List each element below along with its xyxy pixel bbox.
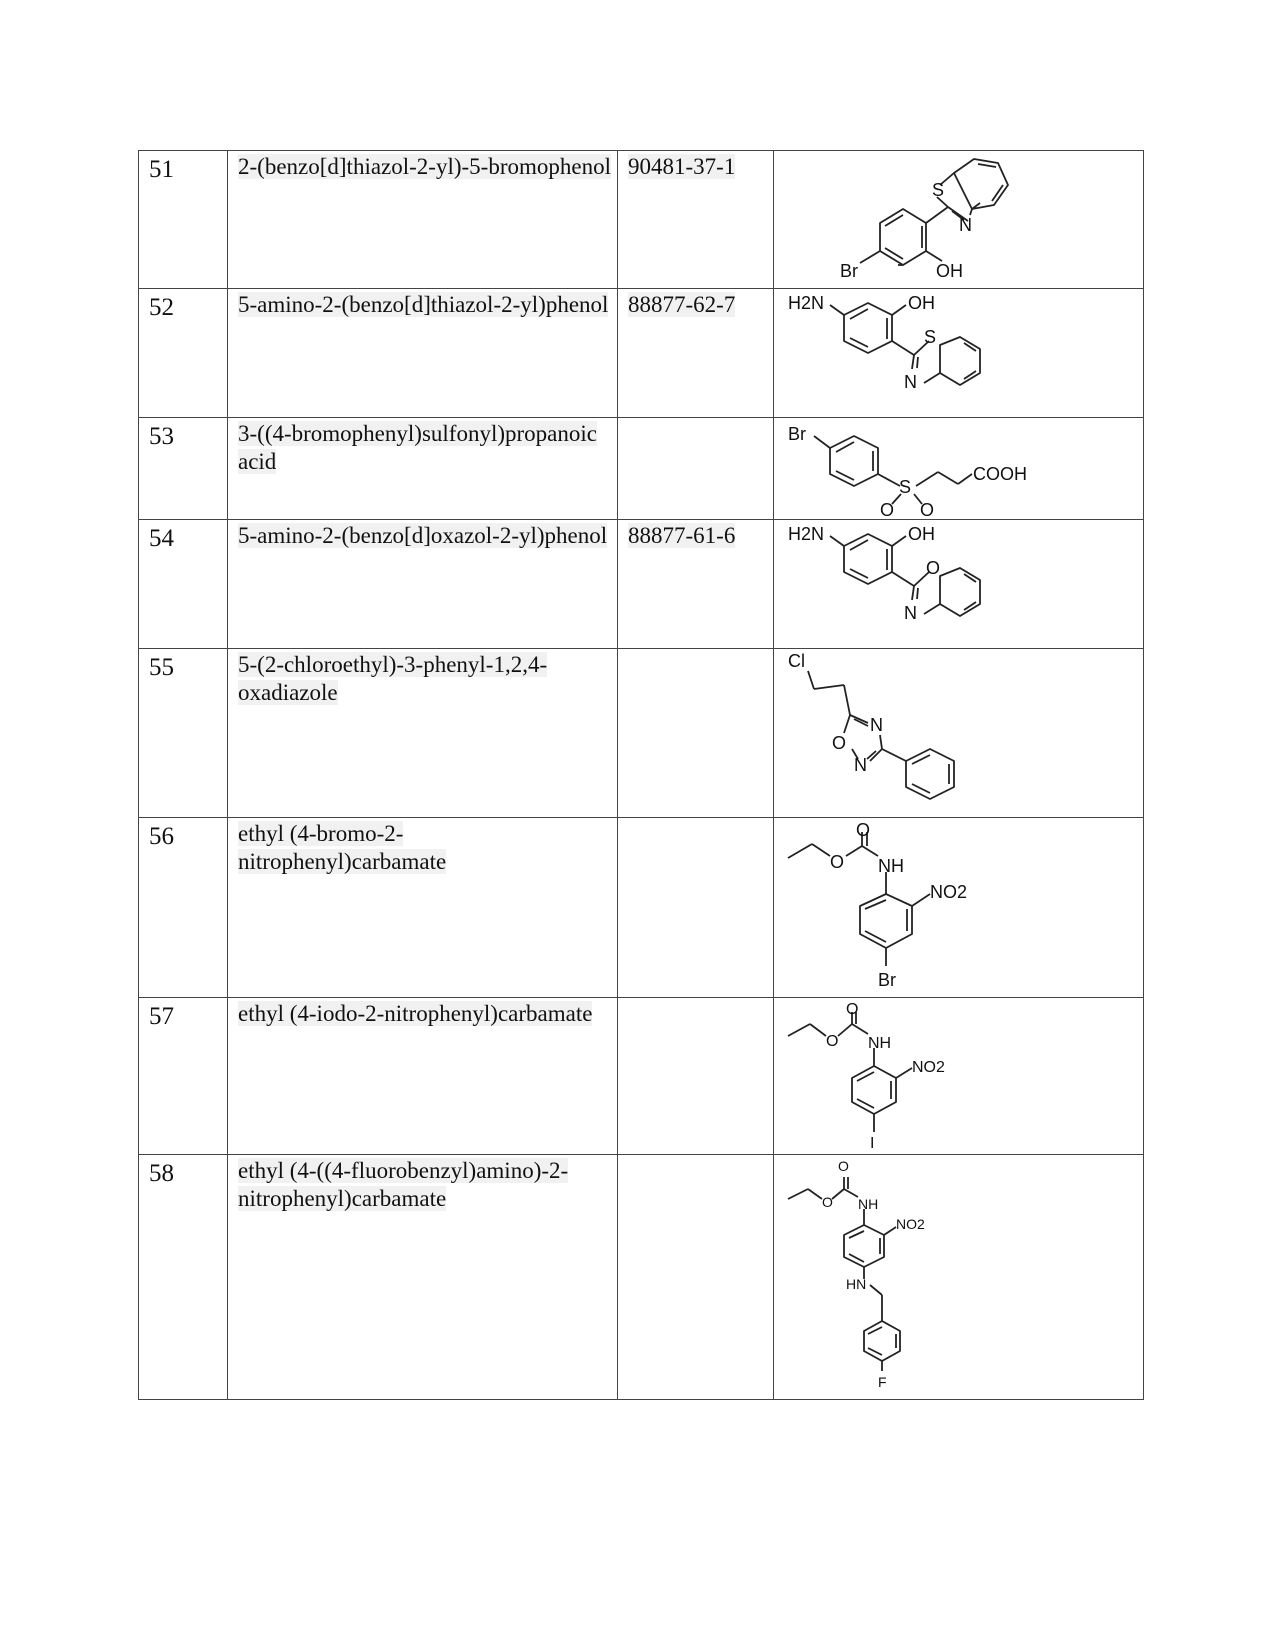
structure-57 xyxy=(774,998,1143,1155)
atom-label: N xyxy=(854,755,867,775)
compound-number: 52 xyxy=(149,294,174,321)
atom-label: Cl xyxy=(788,651,805,671)
compound-number: 55 xyxy=(149,654,174,681)
atom-label: NO2 xyxy=(896,1216,925,1232)
structure-53 xyxy=(774,418,1143,520)
compound-number: 58 xyxy=(149,1160,174,1187)
table-row xyxy=(139,649,1144,818)
atom-label: NH xyxy=(868,1035,892,1052)
atom-label: NO2 xyxy=(930,882,968,902)
atom-label: I xyxy=(870,1135,875,1152)
compound-number: 56 xyxy=(149,823,174,850)
structure-56 xyxy=(774,818,1143,998)
compound-number: 54 xyxy=(149,525,174,552)
atom-label: OH xyxy=(936,261,963,281)
atom-label: NO2 xyxy=(912,1059,945,1076)
atom-label: OH xyxy=(908,524,935,544)
compound-name: 5-amino-2-(benzo[d]oxazol-2-yl)phenol xyxy=(238,523,608,548)
table-row xyxy=(139,520,1144,649)
atom-label: F xyxy=(878,1374,887,1390)
structure-55 xyxy=(774,649,1143,818)
atom-label: OH xyxy=(908,293,935,313)
structure-52 xyxy=(774,289,1143,418)
structure-54 xyxy=(774,520,1143,649)
table-row xyxy=(139,818,1144,998)
atom-label: HN xyxy=(846,1276,867,1292)
compound-name: 2-(benzo[d]thiazol-2-yl)-5-bromophenol xyxy=(238,154,611,179)
atom-label: S xyxy=(924,327,937,347)
compound-name: 5-(2-chloroethyl)-3-phenyl-1,2,4-oxadiazole xyxy=(238,652,548,705)
atom-label: Br xyxy=(840,261,858,281)
compound-number: 57 xyxy=(149,1003,174,1030)
atom-label: COOH xyxy=(973,464,1027,484)
compound-table xyxy=(138,150,1144,1400)
cas-number: 90481-37-1 xyxy=(628,154,736,179)
compound-name: ethyl (4-((4-fluorobenzyl)amino)-2-nitrophenyl)carbamate xyxy=(238,1158,569,1211)
atom-label: N xyxy=(870,715,883,735)
atom-label: N xyxy=(904,372,917,392)
atom-label: O xyxy=(822,1194,833,1210)
atom-label: O xyxy=(856,820,871,840)
cas-number: 88877-61-6 xyxy=(628,523,736,548)
compound-name: 3-((4-bromophenyl)sulfonyl)propanoic acid xyxy=(238,421,597,474)
atom-label: O xyxy=(920,500,935,520)
table-row xyxy=(139,418,1144,520)
compound-name: ethyl (4-bromo-2-nitrophenyl)carbamate xyxy=(238,821,447,874)
compound-number: 53 xyxy=(149,423,174,450)
atom-label: H2N xyxy=(788,524,825,544)
table-row xyxy=(139,998,1144,1155)
atom-label: NH xyxy=(858,1196,879,1212)
atom-label: H2N xyxy=(788,293,825,313)
atom-label: O xyxy=(832,733,847,753)
table-row xyxy=(139,289,1144,418)
atom-label: O xyxy=(838,1158,849,1174)
atom-label: O xyxy=(880,500,895,520)
compound-name: ethyl (4-iodo-2-nitrophenyl)carbamate xyxy=(238,1001,593,1026)
atom-label: O xyxy=(826,1033,839,1050)
table-row xyxy=(139,151,1144,289)
atom-label: S xyxy=(932,180,945,200)
atom-label: NH xyxy=(878,856,904,876)
compound-name: 5-amino-2-(benzo[d]thiazol-2-yl)phenol xyxy=(238,292,609,317)
atom-label: O xyxy=(846,1001,859,1018)
atom-label: N xyxy=(959,215,972,235)
cas-number: 88877-62-7 xyxy=(628,292,736,317)
structure-58 xyxy=(774,1155,1143,1400)
atom-label: Br xyxy=(878,970,896,990)
atom-label: S xyxy=(899,477,912,497)
atom-label: Br xyxy=(788,424,806,444)
table-row xyxy=(139,1155,1144,1400)
atom-label: O xyxy=(830,852,845,872)
structure-51 xyxy=(774,151,1143,289)
atom-label: O xyxy=(926,558,941,578)
atom-label: N xyxy=(904,603,917,623)
compound-number: 51 xyxy=(149,156,174,183)
